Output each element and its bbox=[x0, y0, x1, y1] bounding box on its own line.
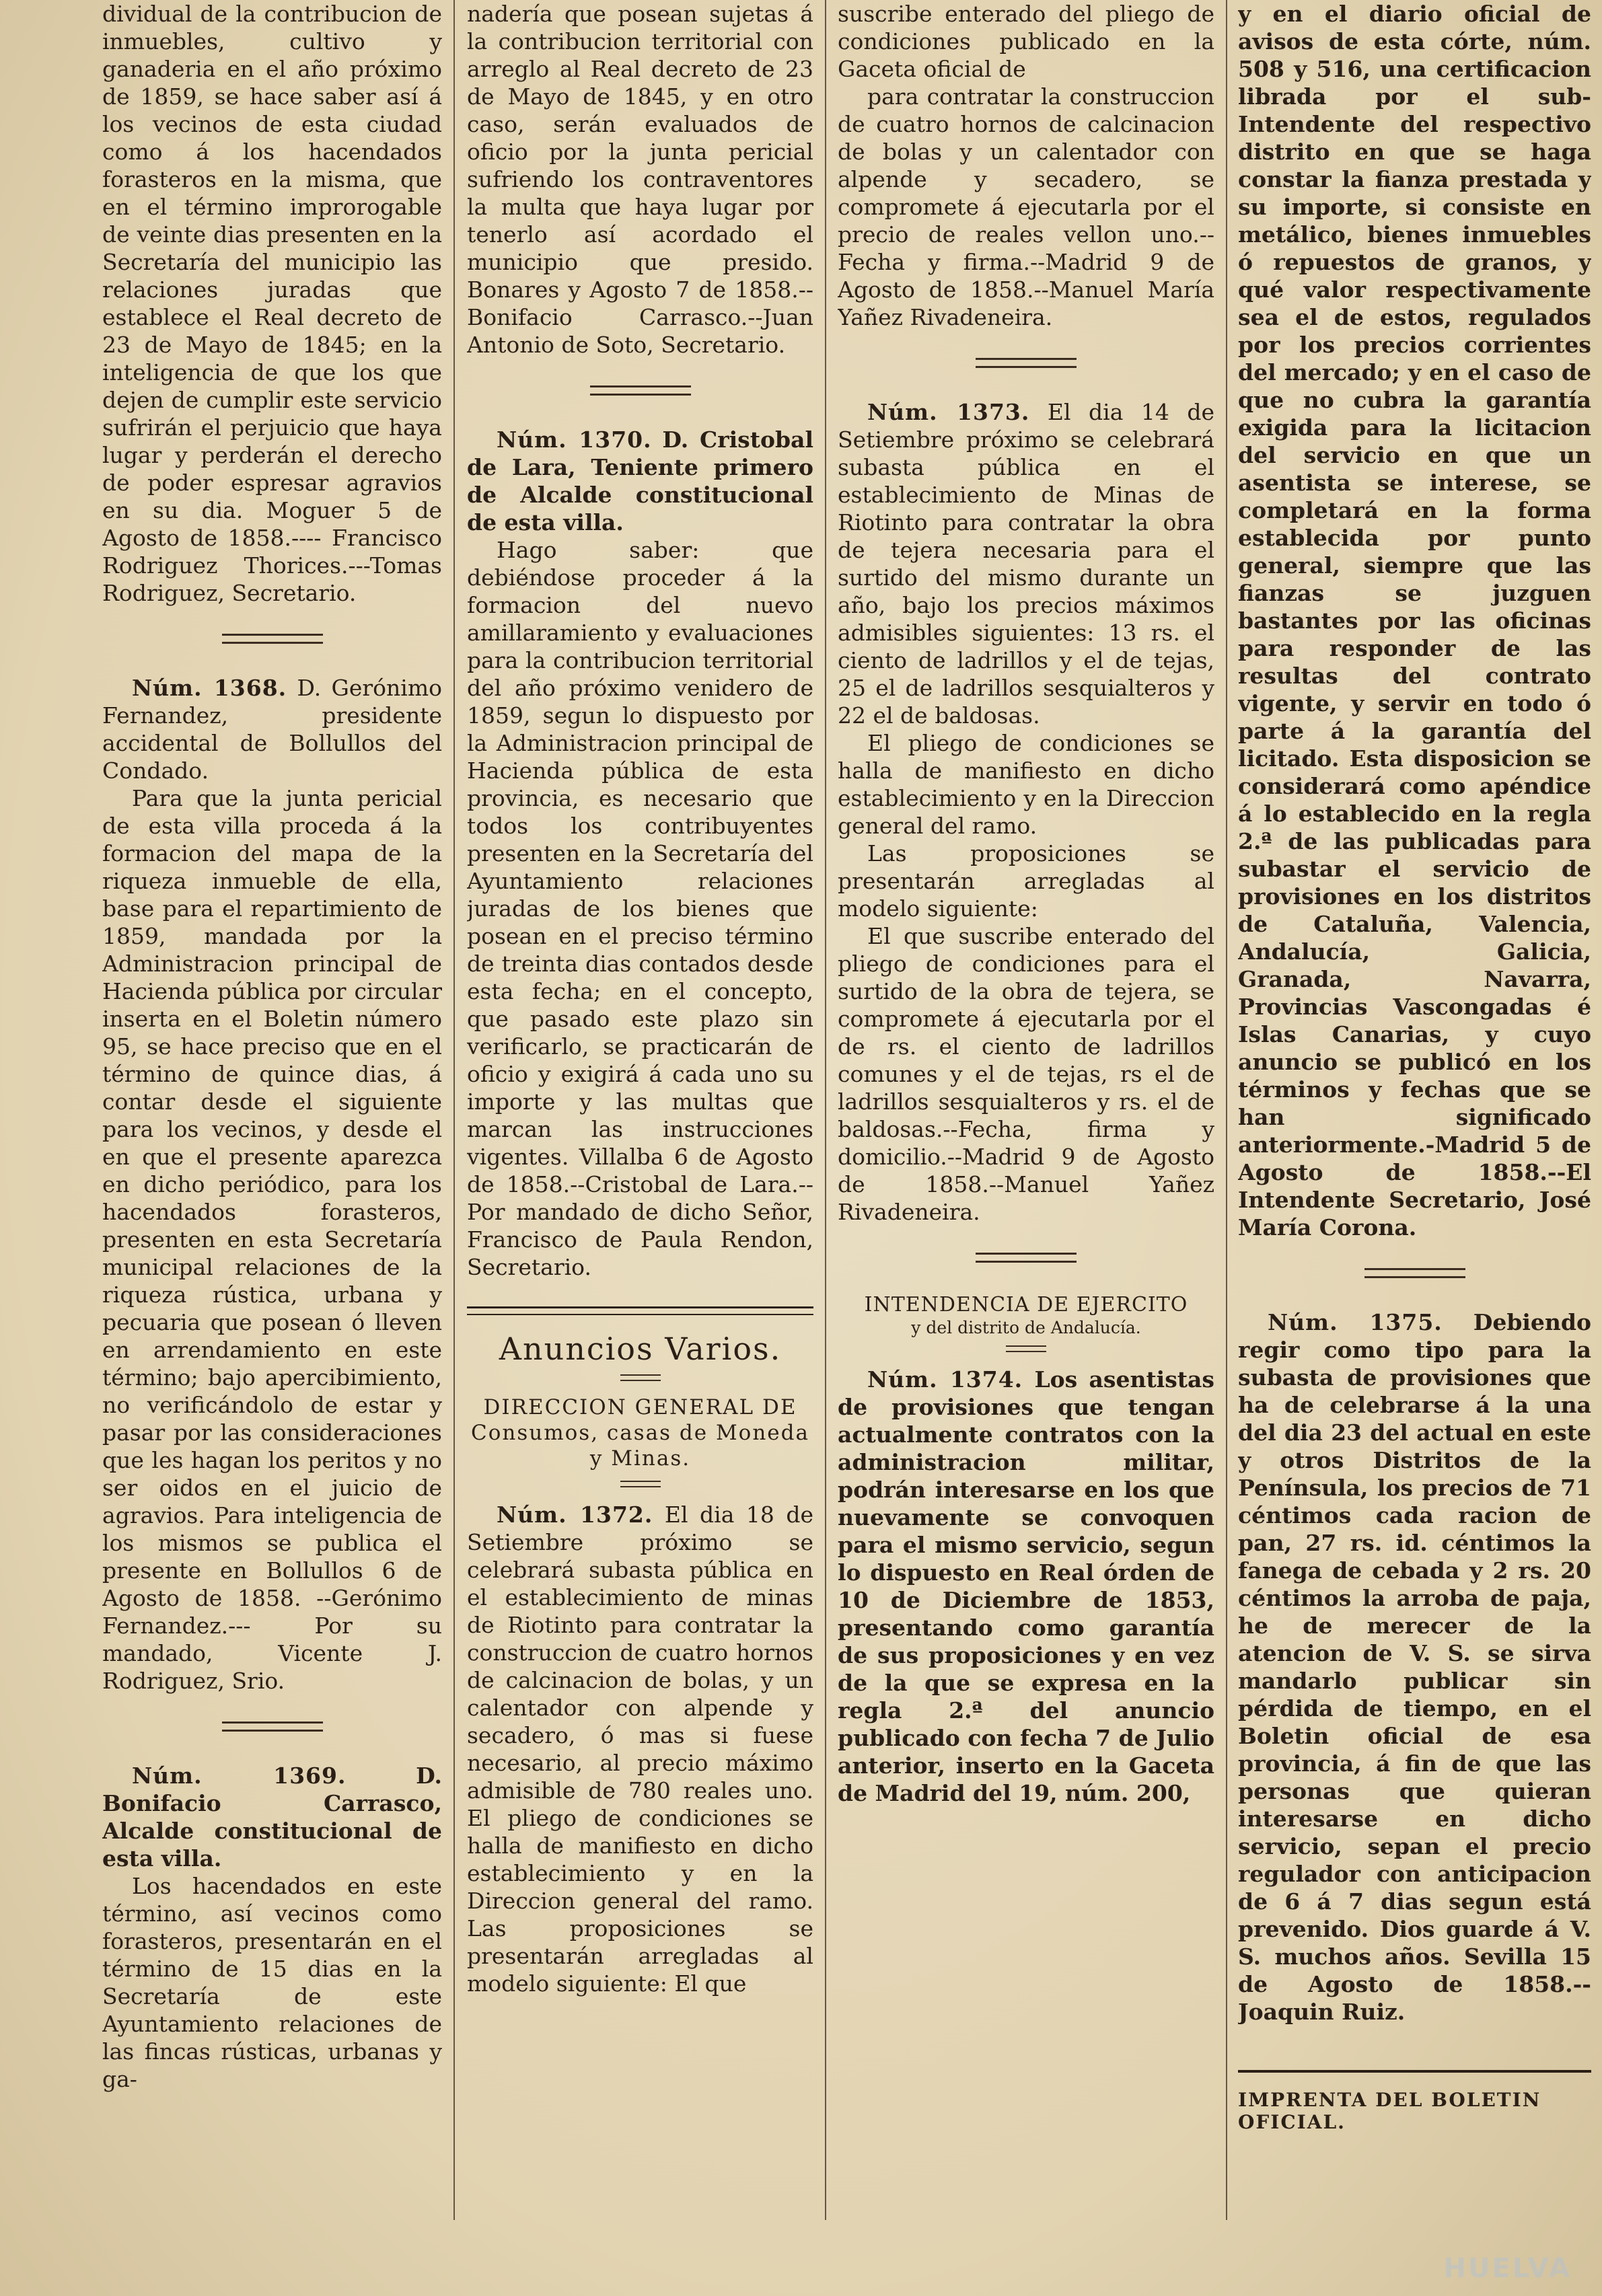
notice-body: Debiendo regir como tipo para la subasta de provisiones que ha de celebrarse á la una del dia 23 del actual en este y otros Distritos de la Península, los precios de 71 céntimos cada racion de pan, 27 rs. id. céntimos la fanega de cebada y 2 rs. 20 céntimos la arroba de paja, he de merecer de la atencion de V. S. se sirva mandarlo publicar sin pérdida de tiempo, en el Boletin oficial de esa provincia, á fin de que las personas que quieran interesarse en dicho servicio, sepan el precio regulador con anticipacion de 6 á 7 dias segun está prevenido. Dios guarde á V. S. muchos años. Sevilla 15 de Agosto de 1858.-- Joaquin Ruiz. bbox=[1238, 1309, 1591, 2025]
notice-number: Núm. 1372. bbox=[497, 1502, 653, 1528]
notice-number: Núm. 1370. bbox=[497, 427, 652, 453]
notice-1368-body: Para que la junta pericial de esta villa proceda á la formacion del mapa de la riqueza inmueble de ella, base para el repartimiento de 1859, mandada por la Administracion principal de Hacienda pública por circular inserta en el Boletin número 95, se hace preciso que en el término de quince dias, á contar desde el siguiente para los vecinos, y desde el en que el presente aparezca en dicho periódico, para los hacendados forasteros, presenten en esta Secretaría municipal relaciones de la riqueza rústica, urbana y pecuaria que posean ó lleven en arrendamiento en este término; bajo apercibimiento, no verificándolo de estar y pasar por las consideraciones que les hagan los peritos y no ser oidos en el juicio de agravios. Para inteligencia de los mismos se publica el presente en Bollullos 6 de Agosto de 1858. --Gerónimo Fernandez.--- Por su mandado, Vicente J. Rodriguez, Srio. bbox=[102, 785, 442, 1694]
archive-watermark: HUELVA bbox=[1443, 2253, 1572, 2284]
column-rule bbox=[825, 0, 826, 2220]
direccion-heading: DIRECCION GENERAL DE Consumos, casas de Moneda y Minas. bbox=[471, 1395, 809, 1471]
separator bbox=[222, 634, 323, 644]
notice-number: Núm. 1374. bbox=[867, 1366, 1023, 1393]
notice-1369-header bbox=[102, 1762, 442, 1872]
notice-body: El dia 18 de Setiembre próximo se celebrará subasta pública en el establecimiento de minas de Riotinto para contratar la construccion de cuatro hornos de calcinacion de bolas, y un calentador con alpende y secadero, ó mas si fuese necesario, al precio máximo admisible de 780 reales uno. El pliego de condiciones se halla de manifiesto en dicho establecimiento y en la Direccion general del ramo. Las proposiciones se presentarán arregladas al modelo siguiente: El que bbox=[467, 1502, 813, 1997]
column-2 bbox=[467, 0, 813, 2240]
notice-number: Núm. 1375. bbox=[1268, 1309, 1443, 1335]
column-4 bbox=[1238, 0, 1591, 2240]
separator bbox=[976, 1253, 1077, 1263]
continued-text: nadería que posean sujetas á la contribucion territorial con arreglo al Real decreto de 23 de Mayo de 1845, y en otro caso, serán evaluados de oficio por la junta pericial sufriendo los contraventores la multa que haya lugar por tenerlo así acordado el municipio que presido. Bonares y Agosto 7 de 1858.--Bonifacio Carrasco.--Juan Antonio de Soto, Secretario. bbox=[467, 1, 813, 358]
continued-text-2: para contratar la construccion de cuatro hornos de calcinacion de bolas y un calentador con alpende y secadero, se compromete á ejecutarla por el precio de reales vellon uno.--Fecha y firma.--Madrid 9 de Agosto de 1858.--Manuel María Yañez Rivadeneira. bbox=[838, 83, 1214, 330]
notice-1375 bbox=[1238, 1308, 1591, 2026]
notice-body: Los asentistas de provisiones que tengan actualmente contratos con la administracion militar, podrán interesarse en los que nuevamente se convoquen para el mismo servicio, segun lo dispuesto en Real órden de 10 de Diciembre de 1853, presentando como garantía de sus proposiciones y en vez de la que se expresa en la regla 2.ª del anuncio publicado con fecha 7 de Julio anterior, inserto en la Gaceta de Madrid del 19, núm. 200, bbox=[838, 1366, 1214, 1806]
notice-number: Núm. 1368. bbox=[132, 675, 287, 701]
notice-1368-header bbox=[102, 674, 442, 784]
printer-imprint: IMPRENTA DEL BOLETIN OFICIAL. bbox=[1238, 2089, 1541, 2133]
notice-heading: D. Gerónimo Fernandez, presidente accidental de Bollullos del Condado. bbox=[102, 675, 442, 784]
footer-rule bbox=[1238, 2070, 1591, 2077]
continued-text: suscribe enterado del pliego de condiciones publicado en la Gaceta oficial de bbox=[838, 1, 1214, 82]
notice-1374 bbox=[838, 1366, 1214, 1807]
notice-1373-body-4: El que suscribe enterado del pliego de condiciones para el surtido de la obra de tejera, se compromete á ejecutarla por el de rs. el ciento de ladrillos comunes y el de tejas, rs el de ladrillos sesquialteros y rs. el de baldosas.--Fecha, firma y domicilio.--Madrid 9 de Agosto de 1858.--Manuel Yañez Rivadeneira. bbox=[838, 923, 1214, 1225]
separator bbox=[1006, 1345, 1046, 1352]
notice-heading: D. Cristobal de Lara, Teniente primero de Alcalde constitucional de esta villa. bbox=[467, 427, 813, 535]
separator bbox=[222, 1721, 323, 1732]
notice-number: Núm. 1373. bbox=[867, 399, 1030, 425]
continued-text: dividual de la contribucion de inmuebles, cultivo y ganaderia en el año próximo de 1859, se hace saber así á los vecinos de esta ciudad como á los hacendados forasteros en la misma, que en el término improrogable de veinte dias presenten en la Secretaría del municipio las relaciones juradas que establece el Real decreto de 23 de Mayo de 1845; en la inteligencia de que los que dejen de cumplir este servicio sufrirán el perjuicio que haya lugar y perderán el derecho de poder espresar agravios en su dia. Moguer 5 de Agosto de 1858.---- Francisco Rodriguez Thorices.---Tomas Rodriguez, Secretario. bbox=[102, 1, 442, 606]
notice-1369-body: Los hacendados en este término, así vecinos como forasteros, presentarán en el término de 15 dias en la Secretaría de este Ayuntamiento relaciones de las fincas rústicas, urbanas y ga- bbox=[102, 1873, 442, 2092]
notice-1370-body: Hago saber: que debiéndose proceder á la formacion del nuevo amillaramiento y evaluaciones para la contribucion territorial del año próximo venidero de 1859, segun lo dispuesto por la Administracion principal de Hacienda pública de esta provincia, es necesario que todos los contribuyentes presenten en la Secretaría del Ayuntamiento relaciones juradas de los bienes que posean en el preciso término de treinta dias contados desde esta fecha; en el concepto, que pasado este plazo sin verificarlo, se practicarán de oficio y exigirá á cada uno su importe y las multas que marcan las instrucciones vigentes. Villalba 6 de Agosto de 1858.--Cristobal de Lara.--Por mandado de dicho Señor, Francisco de Paula Rendon, Secretario. bbox=[467, 537, 813, 1280]
column-3 bbox=[838, 0, 1214, 2240]
column-1 bbox=[102, 0, 442, 2240]
separator bbox=[620, 1481, 661, 1487]
intendencia-heading: INTENDENCIA DE EJERCITO bbox=[864, 1293, 1188, 1317]
notice-1373-body-3: Las proposiciones se presentarán arregladas al modelo siguiente: bbox=[838, 840, 1214, 922]
notice-1370-header bbox=[467, 426, 813, 536]
notice-number: Núm. 1369. bbox=[132, 1763, 347, 1789]
continued-text: y en el diario oficial de avisos de esta córte, núm. 508 y 516, una certificacion librada por el sub-Intendente del respectivo distrito en que se haga constar la fianza prestada y su importe, si consiste en metálico, bienes inmuebles ó repuestos de granos, y qué valor respectivamente sea el de estos, regulados por los precios corrientes del mercado; y en el caso de que no cubra la garantía exigida para la licitacion del servicio en que un asentista se interese, se completará en la forma establecida por punto general, siempre que las fianzas se juzguen bastantes por las oficinas para responder de las resultas del contrato vigente, y servir en todo ó parte á la garantía del licitado. Esta disposicion se considerará como apéndice á lo establecido en la regla 2.ª de las publicadas para subastar el servicio de provisiones en los distritos de Cataluña, Valencia, Andalucía, Galicia, Granada, Navarra, Provincias Vascongadas é Islas Canarias, y cuyo anuncio se publicó en los términos y fechas que se han significado anteriormente.-Madrid 5 de Agosto de 1858.--El Intendente Secretario, José María Corona. bbox=[1238, 1, 1591, 1240]
separator bbox=[590, 385, 691, 396]
separator bbox=[620, 1374, 661, 1381]
notice-1372 bbox=[467, 1501, 813, 1997]
notice-heading: D. Bonifacio Carrasco, Alcalde constitucional de esta villa. bbox=[102, 1763, 442, 1872]
separator bbox=[976, 358, 1077, 368]
column-rule bbox=[1226, 0, 1227, 2220]
section-rule bbox=[467, 1306, 813, 1315]
notice-1373-body-2: El pliego de condiciones se halla de manifiesto en dicho establecimiento y en la Direccion general del ramo. bbox=[838, 730, 1214, 839]
section-title: Anuncios Varios. bbox=[499, 1331, 782, 1367]
column-rule bbox=[453, 0, 455, 2220]
notice-body: El dia 14 de Setiembre próximo se celebrará subasta pública en el establecimiento de Minas de Riotinto para contratar la obra de tejera necesaria para el surtido del mismo durante un año, bajo los precios máximos admisibles siguientes: 13 rs. el ciento de ladrillos y el de tejas, 25 el de ladrillos sesquialteros y 22 el de baldosas. bbox=[838, 399, 1214, 729]
separator bbox=[1364, 1268, 1465, 1278]
notice-1373 bbox=[838, 398, 1214, 729]
intendencia-subheading: y del distrito de Andalucía. bbox=[911, 1318, 1141, 1337]
